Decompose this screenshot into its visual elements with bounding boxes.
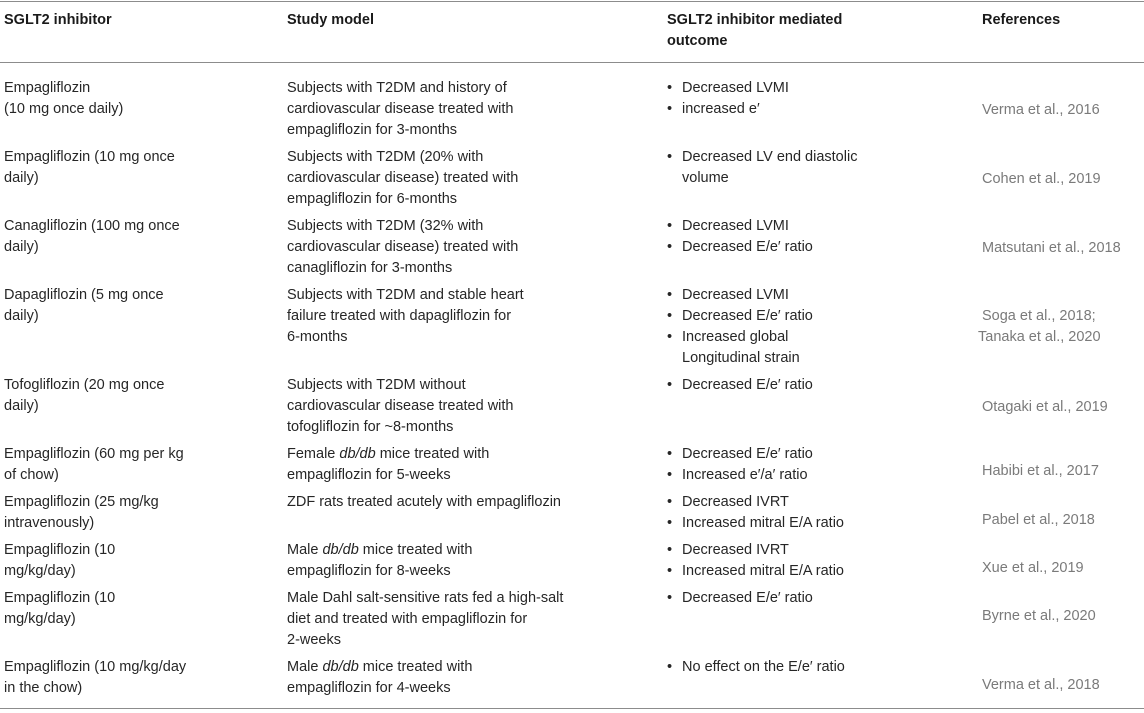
outcome-item: • Decreased E/e′ ratio <box>667 444 867 465</box>
inhibitor-line: Empagliflozin (10 <box>4 542 116 558</box>
model-line: Male Dahl salt-sensitive rats fed a high-salt <box>287 590 564 606</box>
inhibitor-line: daily) <box>4 239 39 255</box>
inhibitor-cell <box>4 216 274 258</box>
inhibitor-cell <box>4 444 274 486</box>
model-line: Subjects with T2DM (20% with <box>287 149 484 165</box>
outcome-item: • Decreased E/e′ ratio <box>667 588 867 609</box>
outcome-cell <box>667 285 867 369</box>
reference-link[interactable]: Matsutani et al., 2018 <box>982 239 1121 256</box>
outcome-item: • Decreased IVRT <box>667 540 867 561</box>
reference-cell <box>982 375 1140 439</box>
model-cell <box>287 444 657 486</box>
reference-link[interactable]: Byrne et al., 2020 <box>982 607 1096 624</box>
outcome-cell <box>667 540 867 582</box>
outcome-cell <box>667 78 867 120</box>
outcome-item: • Increased e′/a′ ratio <box>667 465 867 486</box>
model-line: Subjects with T2DM and history of <box>287 80 507 96</box>
table-top-rule <box>0 1 1144 2</box>
reference-cell <box>982 657 1140 713</box>
inhibitor-line: Empagliflozin (25 mg/kg <box>4 494 159 510</box>
inhibitor-cell <box>4 78 274 120</box>
outcome-cell <box>667 444 867 486</box>
reference-cell <box>982 444 1140 498</box>
model-line: ZDF rats treated acutely with empagliflozin <box>287 494 561 510</box>
model-cell <box>287 375 657 438</box>
outcome-list <box>667 444 867 486</box>
model-line: diet and treated with empagliflozin for <box>287 611 528 627</box>
reference-link[interactable]: Habibi et al., 2017 <box>982 462 1099 479</box>
model-line: cardiovascular disease) treated with <box>287 239 519 255</box>
table-row <box>0 375 1144 439</box>
model-line: 2-weeks <box>287 632 341 648</box>
inhibitor-cell <box>4 492 274 534</box>
inhibitor-line: daily) <box>4 398 39 414</box>
inhibitor-line: Empagliflozin <box>4 80 91 96</box>
inhibitor-line: Empagliflozin (10 mg/kg/day <box>4 659 187 675</box>
model-text: Female <box>287 446 340 462</box>
model-cell <box>287 492 657 513</box>
inhibitor-line: Canagliflozin (100 mg once <box>4 218 180 234</box>
outcome-item: • Decreased LV end diastolic volume <box>667 147 867 189</box>
header-study-model: Study model <box>287 12 375 28</box>
reference-link[interactable]: Cohen et al., 2019 <box>982 170 1101 187</box>
outcome-item: • Decreased E/e′ ratio <box>667 375 867 396</box>
reference-cell <box>982 588 1140 644</box>
model-line: canagliflozin for 3-months <box>287 260 453 276</box>
model-line: cardiovascular disease treated with <box>287 101 514 117</box>
reference-link[interactable]: Pabel et al., 2018 <box>982 511 1095 528</box>
inhibitor-cell <box>4 588 274 630</box>
model-line: failure treated with dapagliflozin for <box>287 308 512 324</box>
reference-link[interactable]: Verma et al., 2018 <box>982 676 1100 693</box>
table-row <box>0 147 1144 211</box>
model-text: Male <box>287 659 323 675</box>
model-text: mice treated with <box>358 659 473 675</box>
model-cell <box>287 540 657 582</box>
inhibitor-cell <box>4 285 274 327</box>
inhibitor-cell <box>4 657 274 699</box>
outcome-item: • increased e′ <box>667 99 867 120</box>
reference-cell <box>978 285 1140 369</box>
inhibitor-cell <box>4 147 274 189</box>
table-row <box>0 285 1144 369</box>
header-rule <box>0 62 1144 63</box>
model-line: empagliflozin for 6-months <box>287 191 458 207</box>
table-row <box>0 444 1144 488</box>
model-line: tofogliflozin for ~8-months <box>287 419 454 435</box>
model-line: cardiovascular disease treated with <box>287 398 514 414</box>
table-row <box>0 492 1144 536</box>
outcome-list <box>667 375 867 396</box>
table-row <box>0 540 1144 584</box>
outcome-list <box>667 285 867 369</box>
model-cell <box>287 78 657 141</box>
outcome-list <box>667 657 887 678</box>
outcome-cell <box>667 492 867 534</box>
outcome-item: • No effect on the E/e′ ratio <box>667 657 887 678</box>
strain-name: db/db <box>339 446 376 462</box>
table-row <box>0 588 1144 652</box>
model-line: Subjects with T2DM without <box>287 377 466 393</box>
inhibitor-line: Empagliflozin (10 mg once <box>4 149 175 165</box>
inhibitor-line: Dapagliflozin (5 mg once <box>4 287 164 303</box>
model-line <box>287 540 657 561</box>
strain-name: db/db <box>322 542 359 558</box>
model-cell <box>287 285 657 348</box>
strain-name: db/db <box>322 659 359 675</box>
inhibitor-line: of chow) <box>4 467 59 483</box>
reference-link[interactable]: Soga et al., 2018; <box>982 308 1096 324</box>
outcome-item: • Decreased LVMI <box>667 285 867 306</box>
outcome-list <box>667 147 867 189</box>
model-line: cardiovascular disease) treated with <box>287 170 519 186</box>
outcome-cell <box>667 216 867 258</box>
model-cell <box>287 147 657 210</box>
model-line: empagliflozin for 8-weeks <box>287 563 451 579</box>
header-outcome: SGLT2 inhibitor mediated outcome <box>667 12 843 49</box>
outcome-list <box>667 540 867 582</box>
inhibitor-cell <box>4 540 274 582</box>
outcome-item: • Decreased LVMI <box>667 78 867 99</box>
model-line <box>287 444 657 465</box>
outcome-item: • Increased mitral E/A ratio <box>667 561 867 582</box>
outcome-cell <box>667 375 867 396</box>
inhibitor-line: mg/kg/day) <box>4 563 76 579</box>
outcome-cell <box>667 147 867 189</box>
reference-link[interactable]: Tanaka et al., 2020 <box>978 329 1101 345</box>
table-row <box>0 78 1144 142</box>
table-bottom-rule <box>0 708 1144 709</box>
inhibitor-line: intravenously) <box>4 515 95 531</box>
outcome-list <box>667 588 867 609</box>
table-header <box>0 10 1144 60</box>
inhibitor-line: daily) <box>4 308 39 324</box>
inhibitor-line: in the chow) <box>4 680 83 696</box>
inhibitor-line: (10 mg once daily) <box>4 101 124 117</box>
outcome-item: • Increased global Longitudinal strain <box>667 327 842 369</box>
inhibitor-line: Empagliflozin (10 <box>4 590 116 606</box>
model-line: empagliflozin for 4-weeks <box>287 680 451 696</box>
outcome-item: • Increased mitral E/A ratio <box>667 513 867 534</box>
reference-cell <box>982 216 1140 280</box>
model-line: empagliflozin for 3-months <box>287 122 458 138</box>
model-line: empagliflozin for 5-weeks <box>287 467 451 483</box>
inhibitor-line: daily) <box>4 170 39 186</box>
model-line: 6-months <box>287 329 348 345</box>
outcome-item: • Decreased E/e′ ratio <box>667 306 867 327</box>
reference-link[interactable]: Xue et al., 2019 <box>982 559 1084 576</box>
reference-link[interactable]: Otagaki et al., 2019 <box>982 398 1108 415</box>
model-text: mice treated with <box>375 446 490 462</box>
model-text: mice treated with <box>358 542 473 558</box>
outcome-list <box>667 216 867 258</box>
table-row <box>0 216 1144 280</box>
inhibitor-line: mg/kg/day) <box>4 611 76 627</box>
model-cell <box>287 588 657 651</box>
reference-cell <box>982 78 1140 142</box>
model-cell <box>287 216 657 279</box>
model-text: Male <box>287 542 323 558</box>
outcome-list <box>667 78 867 120</box>
outcome-list <box>667 492 867 534</box>
model-cell <box>287 657 657 699</box>
inhibitor-cell <box>4 375 274 417</box>
header-inhibitor: SGLT2 inhibitor <box>4 12 112 28</box>
outcome-item: • Decreased E/e′ ratio <box>667 237 867 258</box>
outcome-item: • Decreased IVRT <box>667 492 867 513</box>
reference-link[interactable]: Verma et al., 2016 <box>982 101 1100 118</box>
header-references: References <box>982 12 1061 28</box>
outcome-cell <box>667 657 887 678</box>
table-row <box>0 657 1144 701</box>
model-line <box>287 657 657 678</box>
model-line: Subjects with T2DM and stable heart <box>287 287 524 303</box>
reference-cell <box>982 147 1140 211</box>
model-line: Subjects with T2DM (32% with <box>287 218 484 234</box>
outcome-item: • Decreased LVMI <box>667 216 867 237</box>
outcome-cell <box>667 588 867 609</box>
inhibitor-line: Empagliflozin (60 mg per kg <box>4 446 184 462</box>
inhibitor-line: Tofogliflozin (20 mg once <box>4 377 165 393</box>
